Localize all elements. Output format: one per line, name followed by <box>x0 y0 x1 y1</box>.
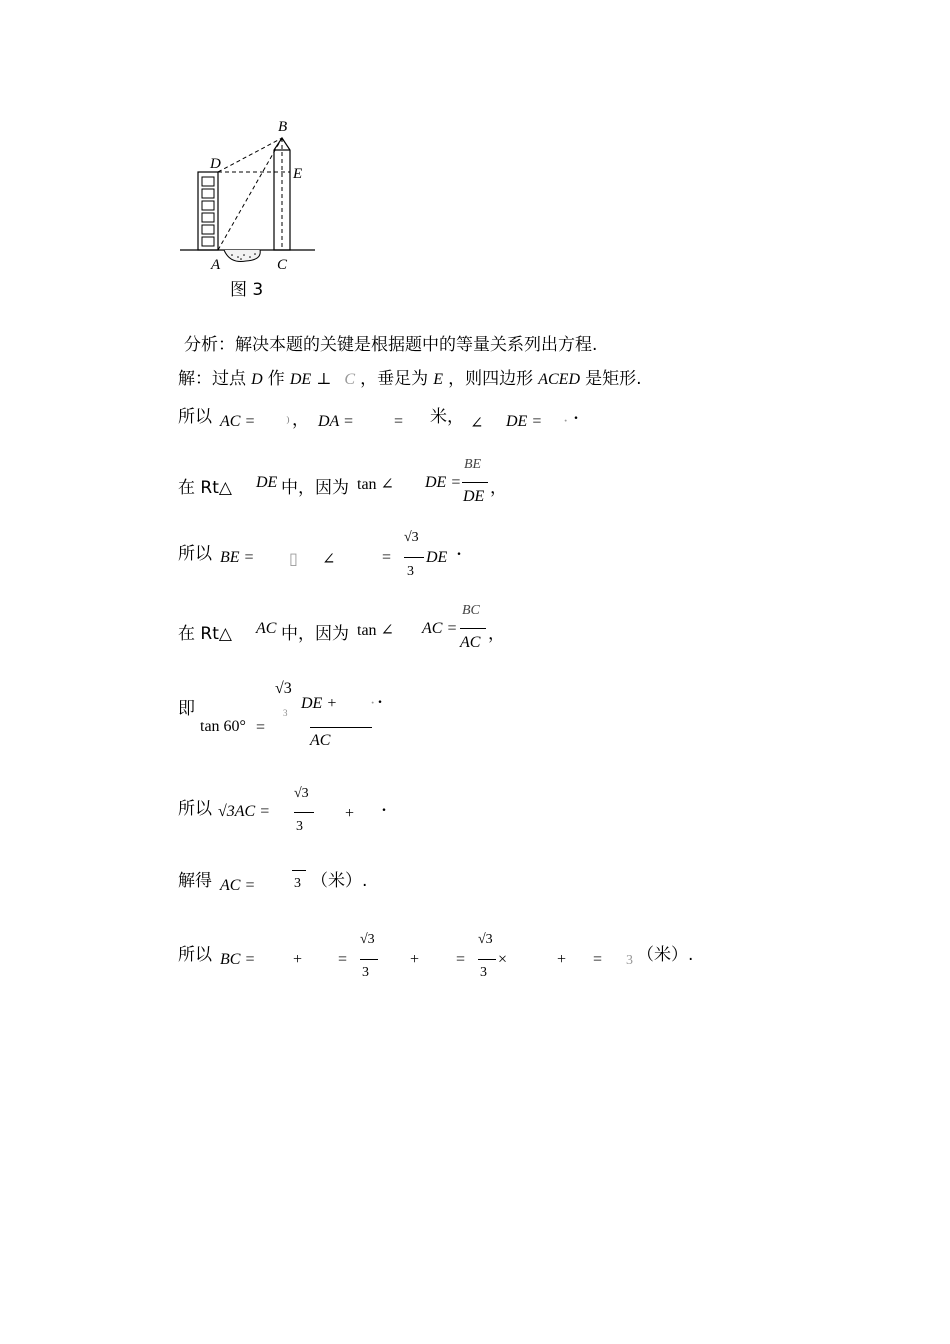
window <box>202 189 214 198</box>
figure-caption: 图 3 <box>230 280 264 300</box>
math-fragment: ▯ <box>289 551 298 568</box>
unit-text: （米）. <box>311 871 368 891</box>
fraction-denominator: 3 <box>362 965 369 980</box>
math-DE: DE <box>289 371 312 388</box>
line-DB <box>218 138 282 172</box>
text: 在 Rt△ <box>178 624 232 644</box>
math-AC: AC <box>310 732 331 749</box>
period: . <box>378 690 382 707</box>
label-A: A <box>211 257 221 273</box>
math-DE: DE + <box>301 695 338 712</box>
equals: = <box>338 951 348 968</box>
unit-text: 米， <box>430 407 464 427</box>
fraction-denominator: 3 <box>296 819 303 834</box>
plus: + <box>293 951 303 968</box>
fraction-bar <box>294 812 314 813</box>
label-D: D <box>210 156 221 172</box>
comma: ， <box>490 478 507 498</box>
fraction-bar <box>310 727 372 728</box>
small-denominator: 3 <box>283 708 288 718</box>
text: 所以 <box>178 407 212 427</box>
fraction-numerator: BE <box>464 457 482 472</box>
math-D: D <box>251 371 263 388</box>
equals: = <box>456 951 466 968</box>
text: 即 <box>178 699 195 719</box>
text: 是矩形. <box>585 369 642 389</box>
fraction-numerator: √3 <box>294 786 309 801</box>
fraction-bar <box>404 557 424 558</box>
math-DE: DE = <box>425 474 462 491</box>
fraction-bar <box>462 482 488 483</box>
math-fragment: 3 <box>626 953 633 968</box>
text: 解得 <box>178 871 212 891</box>
tan-60: tan 60° <box>200 718 246 735</box>
fraction-bar <box>460 628 486 629</box>
label-E: E <box>293 166 303 182</box>
comma: ， <box>488 624 505 644</box>
math-E: E <box>433 371 444 388</box>
text: 所以 <box>178 799 212 819</box>
label-C: C <box>277 257 288 273</box>
analysis-text: 分析：解决本题的关键是根据题中的等量关系列出方程. <box>184 335 598 355</box>
fraction-numerator: BC <box>462 603 480 618</box>
math-fragment: · <box>563 413 569 430</box>
text: ，则四边形 <box>448 369 534 389</box>
text: 解：过点 <box>178 369 246 389</box>
fraction-bar <box>292 870 306 871</box>
math-fragment: · <box>370 695 376 712</box>
period: . <box>382 798 386 815</box>
angle-symbol: ∠ <box>470 415 484 432</box>
angle-symbol: ∠ <box>322 551 336 568</box>
fraction-numerator: √3 <box>478 932 493 947</box>
geometry-figure <box>170 110 330 300</box>
math-AC: AC <box>256 620 277 637</box>
text: 在 Rt△ <box>178 478 232 498</box>
fraction-numerator: √3 <box>360 932 375 947</box>
tan-angle: tan ∠ <box>357 622 394 639</box>
text: 作 <box>267 369 285 389</box>
period: . <box>457 542 461 559</box>
tan-angle: tan ∠ <box>357 476 394 493</box>
label-B: B <box>278 119 288 135</box>
fraction-denominator: AC <box>460 634 481 651</box>
perp-symbol: ⊥ <box>316 371 332 388</box>
period: . <box>574 406 578 423</box>
fraction-numerator: √3 <box>404 530 419 545</box>
equals: = <box>593 951 603 968</box>
plus: + <box>557 951 567 968</box>
math-AC: AC = <box>220 877 256 894</box>
text: 中，因为 <box>281 478 349 498</box>
left-building <box>198 172 218 250</box>
fraction-bar <box>360 959 378 960</box>
math-fragment: C <box>344 371 356 388</box>
fraction-denominator: 3 <box>294 876 301 891</box>
window <box>202 201 214 210</box>
math-ACED: ACED <box>538 371 581 388</box>
math-DE: DE = <box>506 413 543 430</box>
sqrt3: √3 <box>275 680 292 697</box>
math-BC: BC = <box>220 951 256 968</box>
text: ，垂足为 <box>360 369 429 389</box>
text: 所以 <box>178 544 212 564</box>
fraction-denominator: DE <box>463 488 485 505</box>
fraction-bar <box>478 959 496 960</box>
math-AC: AC = <box>220 413 256 430</box>
equals: = <box>382 549 392 566</box>
math-DE: DE <box>426 549 448 566</box>
math-DA: DA = <box>318 413 354 430</box>
window <box>202 225 214 234</box>
window <box>202 237 214 246</box>
fraction-denominator: 3 <box>407 564 414 579</box>
math-lhs: √3AC = <box>218 803 271 820</box>
unit-text: （米）. <box>637 945 694 965</box>
solution-line-1 <box>178 364 642 389</box>
math-AC: AC = <box>422 620 458 637</box>
window <box>202 177 214 186</box>
equals: = <box>256 719 266 736</box>
times: × <box>498 951 508 968</box>
math-BE: BE = <box>220 549 255 566</box>
plus: + <box>345 805 355 822</box>
equals: = <box>394 413 404 430</box>
pond <box>224 250 260 262</box>
text: 中，因为 <box>281 624 349 644</box>
comma: ， <box>292 410 309 430</box>
plus: + <box>410 951 420 968</box>
text: 所以 <box>178 945 212 965</box>
fraction-denominator: 3 <box>480 965 487 980</box>
window <box>202 213 214 222</box>
math-fragment: ⁾ <box>286 415 290 432</box>
math-DE: DE <box>256 474 278 491</box>
